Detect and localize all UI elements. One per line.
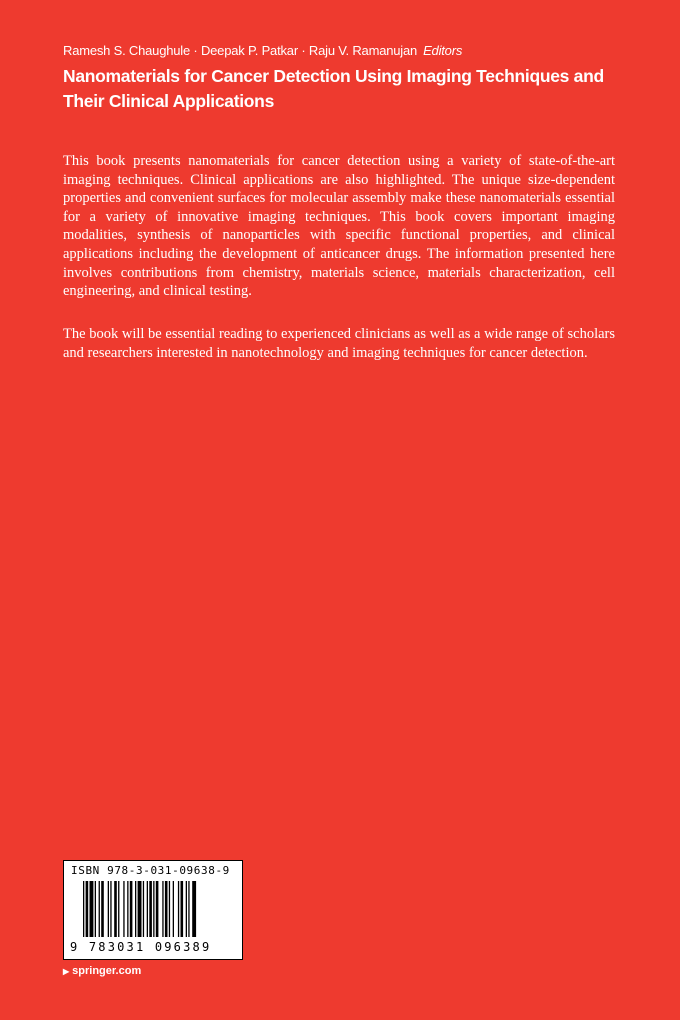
barcode-bar [101,881,104,937]
barcode-bar [178,881,179,937]
barcode-bar [169,881,170,937]
barcode-bar [162,881,163,937]
barcode-digits: 9 783031 096389 [70,940,212,954]
barcode-bar [186,881,187,937]
isbn-label: ISBN 978-3-031-09638-9 [71,864,230,877]
barcode-bar [114,881,117,937]
barcode-bar [95,881,96,937]
description-paragraph-2: The book will be essential reading to experienced clinicians as well as a wide range of scholars and researchers interested in nanotechnology and imaging techniques for cancer detection. [63,326,615,361]
barcode-bar [143,881,144,937]
publisher-name: springer.com [72,965,142,977]
editors-line [63,43,462,58]
isbn-barcode [63,860,243,960]
barcode-bar [83,881,84,937]
barcode-bar [153,881,154,937]
arrow-right-icon: ▶ [63,967,70,976]
barcode-bar [90,881,94,937]
publisher-link[interactable] [63,965,141,977]
barcode-bar [127,881,128,937]
barcode-bar [192,881,196,937]
barcode-bar [118,881,119,937]
barcode-bar [188,881,189,937]
barcode-bar [99,881,100,937]
barcode-bar [138,881,142,937]
editor-names: Ramesh S. Chaughule · Deepak P. Patkar · Raju V. Ramanujan [63,43,418,58]
editors-role: Editors [423,43,463,58]
barcode-bar [135,881,136,937]
barcode-bar [123,881,124,937]
barcode-bar [165,881,168,937]
barcode-bar [108,881,109,937]
book-title: Nanomaterials for Cancer Detection Using Imaging Techniques and Their Clinical Applications [63,66,604,111]
barcode-bar [110,881,111,937]
description-paragraph-1: This book presents nanomaterials for cancer detection using a variety of state-of-the-art imaging techniques. Clinical applications are also highlighted. The unique size-dependent properties and convenient surfaces for molecular assembly make these nanomaterials essential for a variety of innovative imaging techniques. This book covers important imaging modalities, synthesis of nanoparticles with specific functional properties, and clinical applications including the development of anticancer drugs. The information presented here involves contributions from chemistry, materials science, materials characterization, cell engineering, and clinical testing. [63,153,615,300]
barcode-bar [156,881,159,937]
barcode-bar [130,881,133,937]
barcode-bar [181,881,184,937]
barcode-bar [149,881,152,937]
barcode-bars [83,881,237,937]
barcode-bar [173,881,174,937]
barcode-bar [147,881,148,937]
barcode-bar [86,881,89,937]
